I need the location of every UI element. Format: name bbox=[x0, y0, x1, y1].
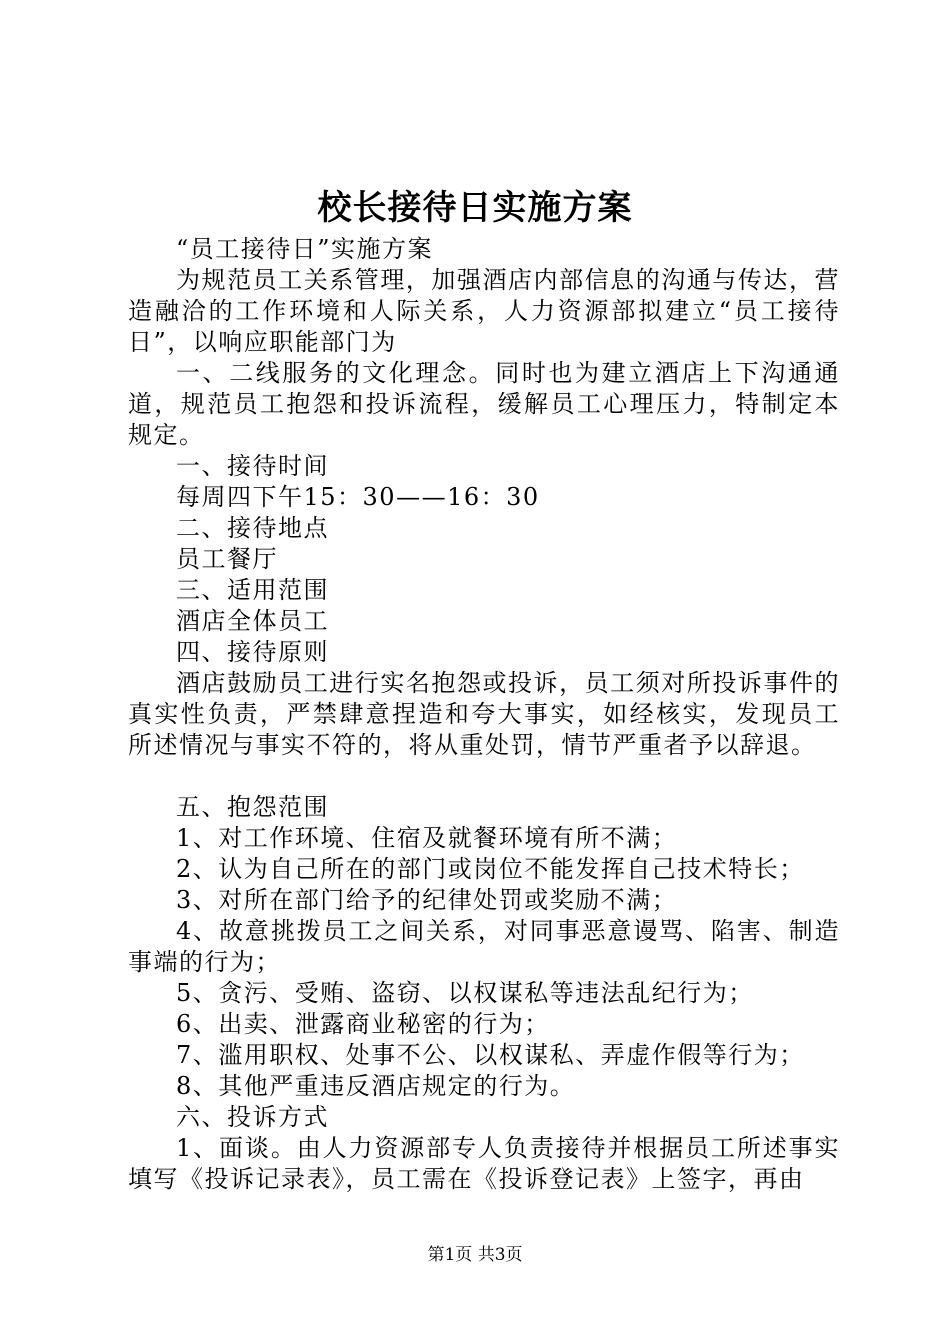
paragraph-time: 每周四下午15：30——16：30 bbox=[176, 483, 540, 511]
paragraph-intro: 为规范员工关系管理，加强酒店内部信息的沟通与传达，营造融洽的工作环境和人际关系，人力资源部拟建立“员工接待日”，以响应职能部门为 bbox=[128, 266, 840, 356]
list-item: 7、滥用职权、处事不公、以权谋私、弄虚作假等行为； bbox=[176, 1041, 805, 1069]
document-body bbox=[128, 234, 840, 1195]
list-item: 5、贪污、受贿、盗窃、以权谋私等违法乱纪行为； bbox=[176, 979, 754, 1007]
section-heading-principles: 四、接待原则 bbox=[176, 638, 329, 666]
list-item: 6、出卖、泄露商业秘密的行为； bbox=[176, 1010, 550, 1038]
paragraph-principles: 酒店鼓励员工进行实名抱怨或投诉，员工须对所投诉事件的真实性负责，严禁肆意捏造和夸大事实，如经核实，发现员工所述情况与事实不符的，将从重处罚，情节严重者予以辞退。 bbox=[128, 669, 840, 759]
paragraph-method-interview: 1、面谈。由人力资源部专人负责接待并根据员工所述事实填写《投诉记录表》，员工需在《投诉登记表》上签字，再由 bbox=[128, 1134, 840, 1193]
section-heading-complaint-methods: 六、投诉方式 bbox=[176, 1103, 329, 1131]
list-item: 3、对所在部门给予的纪律处罚或奖励不满； bbox=[176, 886, 678, 914]
section-heading-time: 一、接待时间 bbox=[176, 452, 329, 480]
paragraph-intro-continued: 一、二线服务的文化理念。同时也为建立酒店上下沟通通道，规范员工抱怨和投诉流程，缓解员工心理压力，特制定本规定。 bbox=[128, 359, 840, 449]
section-heading-scope: 三、适用范围 bbox=[176, 576, 329, 604]
list-item: 2、认为自己所在的部门或岗位不能发挥自己技术特长； bbox=[176, 855, 805, 883]
paragraph-scope: 酒店全体员工 bbox=[176, 607, 329, 635]
paragraph-subtitle: “员工接待日”实施方案 bbox=[176, 235, 434, 263]
page-number: 第1页 共3页 bbox=[427, 1245, 523, 1265]
section-heading-complaint-scope: 五、抱怨范围 bbox=[176, 793, 329, 821]
section-heading-location: 二、接待地点 bbox=[176, 514, 329, 542]
list-item: 1、对工作环境、住宿及就餐环境有所不满； bbox=[176, 824, 678, 852]
paragraph-location: 员工餐厅 bbox=[176, 545, 278, 573]
list-item: 4、故意挑拨员工之间关系，对同事恶意谩骂、陷害、制造事端的行为； bbox=[128, 917, 840, 976]
list-item: 8、其他严重违反酒店规定的行为。 bbox=[176, 1072, 576, 1100]
document-title: 校长接待日实施方案 bbox=[317, 188, 633, 228]
